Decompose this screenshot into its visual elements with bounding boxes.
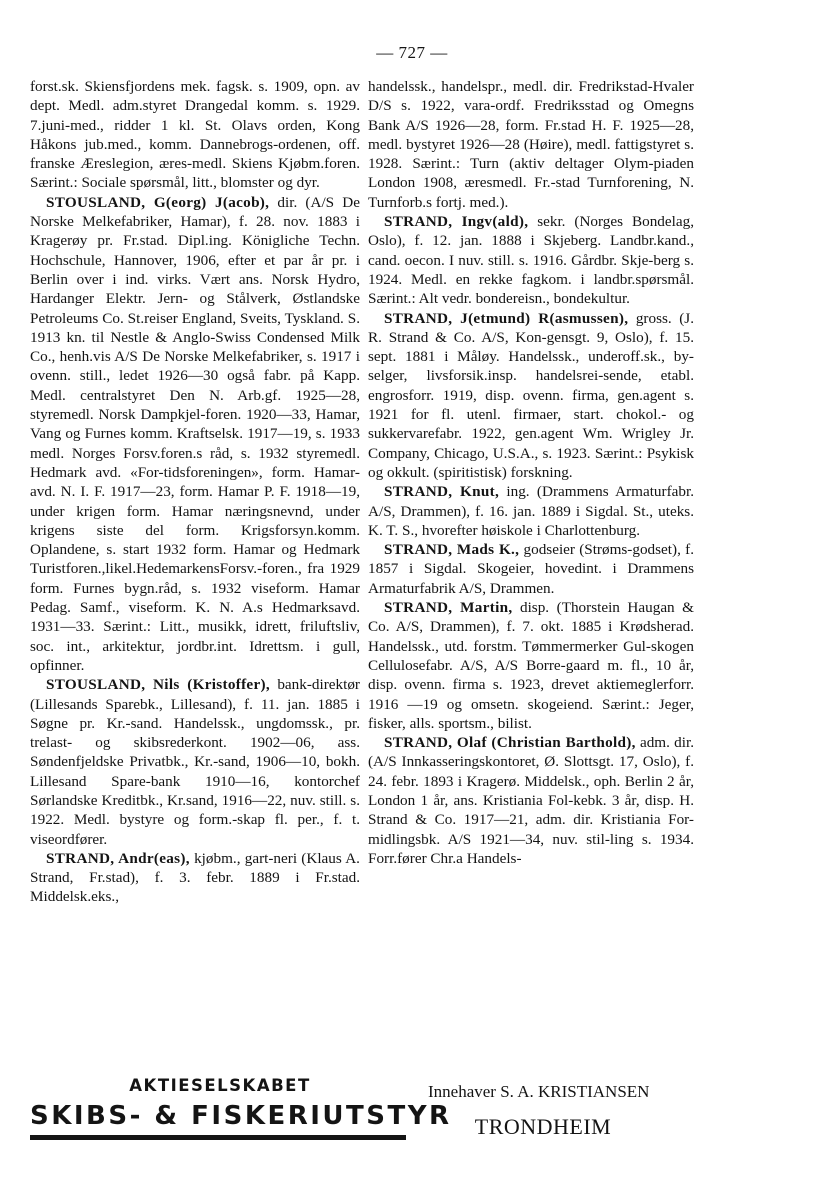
ad-city: TRONDHEIM: [474, 1114, 612, 1139]
entry-stousland-continuation: [30, 77, 360, 193]
entry-text: ing. (Drammens Armaturfabr. A/S, Drammen), f. 16. jan. 1889 i Sigdal. St., uteks. K. T. S., hvorefter høiskole i Charlottenburg.: [368, 483, 694, 539]
entry-text: disp. (Thorstein Haugan & Co. A/S, Drammen), f. 7. okt. 1885 i Krødsherad. Handelssk., utd. forstm. Tømmermerker Gul-skogen Cellulosefabr. A/S, A/S Borre-gaard m. fl., 10 år, disp. ovenn. firma s. 1923, drevet aktiemeglerforr. 1916 —19 og omsetn. skogeiend. Særint.: Jeger, fisker, alls. sportsm., bilist.: [368, 599, 694, 732]
entry-text: sekr. (Norges Bondelag, Oslo), f. 12. jan. 1888 i Skjeberg. Landbr.kand., cand. oecon. I nuv. still. s. 1916. Gårdbr. Skje-berg s. 1924. Medl. en rekke fagkom. i landbr.spørsmål. Særint.: Alt vedr. bondereisn., bondekultur.: [368, 213, 694, 308]
right-column: [368, 77, 694, 868]
entry-headword: STOUSLAND, Nils (Kristoffer),: [46, 676, 270, 694]
entry-text: dir. (A/S De Norske Melkefabriker, Hamar), f. 28. nov. 1883 i Kragerøy pr. Fr.stad. Dipl.ing. Königliche Techn. Hochschule, Hannover, 1906, efter et par år pr. i Berlin over i ind. virks. Vært ans. Norsk Hydro, Hardanger Elektr. Jern- og Stålverk, Østlandske Petroleums Co. St.reiser England, Sveits, Tyskland. S. 1913 kn. til Nestle & Anglo-Swiss Condensed Milk Co., henh.vis A/S De Norske Melkefabriker, s. 1917 i ovenn. still., ledet 1926—30 også fabr. på Kapp. Medl. centralstyret Den N. Arb.gf. 1925—28, styremedl. Norsk Dampkjel-foren. 1920—33, Hamar, Vang og Furnes komm. Kraftselsk. 1917—19, s. 1933 medl. Norges Forsv.foren.s råd, s. 1932 styremedl. Hedmark avd. «For-tidsforeningen», form. Hamar-avd. N. I. F. 1917—23, form. Hamar P. F. 1918—19, under krigen form. Hamar næringsnevnd, under krigens siste del form. Krigsforsyn.komm. Oplandene, s. start 1932 form. Hamar og Hedmark Turistforen.,likel.HedemarkensForsv.-foren., fra 1929 form. Furnes bygn.råd, s. 1932 viseform. Hamar Pedag. Samf., viseform. K. N. A.s Hedmarksavd. 1931—33. Særint.: Litt., musikk, idrett, friluftsliv, soc. int., arkitektur, jordbr.int. Idrettsm. i gull, opfinner.: [30, 193, 360, 674]
entry-headword: STRAND, Mads K.,: [384, 541, 520, 559]
entry-text: bank-direktør (Lillesands Sparebk., Lillesand), f. 11. jan. 1885 i Søgne pr. Kr.-sand. Handelssk., ungdomssk., pr. trelast- og skibsrederkont. 1902—06, ass. Søndenfjeldske Privatbk., Kr.-sand, 1906—10, bokh. Lillesand Spare-bank 1910—16, kontorchef Sørlandske Kreditbk., Kr.sand, 1916—22, nuv. still. s. 1922. Medl. bystyre og form.-skap fl. per., f. t. viseordfører.: [30, 676, 360, 848]
entry-strand-andreas: [30, 849, 360, 907]
left-column: [30, 77, 360, 907]
entry-strand-ingvald: [368, 212, 694, 308]
page-number: — 727 —: [376, 43, 448, 62]
entry-headword: STRAND, Martin,: [384, 599, 513, 617]
ad-underline-rule: [30, 1135, 406, 1140]
ad-company-type: AKTIESELSKABET: [129, 1076, 311, 1095]
entry-text: forst.sk. Skiensfjordens mek. fagsk. s. 1909, opn. av dept. Medl. adm.styret Drangedal komm. s. 1929. 7.juni-med., ridder 1 kl. St. Olavs orden, Kong Håkons jub.med., komm. Dannebrogs-ordenen, off. franske Æreslegion, æres-medl. Skiens Kjøbm.foren. Særint.: Sociale spørsmål, litt., blomster og dyr.: [30, 78, 360, 192]
entry-stousland-georg: [30, 193, 360, 675]
entry-strand-andreas-continuation: [368, 77, 694, 212]
entry-text: adm. dir. (A/S Innkasseringskontoret, Ø. Slottsgt. 17, Oslo), f. 24. febr. 1893 i Kragerø. Middelsk., oph. Berlin 2 år, London 1 år, ans. Kristiania Fol-kebk. 3 år, disp. H. Strand & Co. 1917—21, adm. dir. Kristiania For-midlingsbk. A/S 1921—34, nuv. stil-ling s. 1934. Forr.fører Chr.a Handels-: [368, 734, 694, 867]
entry-strand-knut: [368, 482, 694, 540]
advertisement-company: [30, 1076, 452, 1140]
entry-headword: STRAND, Andr(eas),: [46, 849, 190, 867]
entry-text: godseier (Strøms-godset), f. 1857 i Sigdal. Skogeier, hovedint. i Drammens Armaturfabrik A/S, Drammen.: [368, 541, 694, 597]
entry-strand-mads: [368, 540, 694, 598]
entry-strand-olaf: [368, 733, 694, 868]
entry-headword: STRAND, Knut,: [384, 483, 500, 501]
entry-headword: STRAND, J(etmund) R(asmussen),: [384, 309, 629, 327]
entry-headword: STRAND, Ingv(ald),: [384, 213, 529, 231]
entry-stousland-nils: [30, 675, 360, 849]
advertisement-owner: [428, 1082, 698, 1140]
entry-text: gross. (J. R. Strand & Co. A/S, Kon-gensgt. 9, Oslo), f. 15. sept. 1881 i Måløy. Handelssk., underoff.sk., by-selger, livsforsik.insp. handelsrei-sende, etabl. engrosforr. 1919, disp. ovenn. firma, gen.agent s. 1921 for fl. utenl. firmaer, start. chokol.- og sukkervarefabr. 1922, gen.agent Wm. Wrigley Jr. Company, Chicago, U.S.A., s. 1923. Særint.: Psykisk og okkult. (spiritistisk) forskning.: [368, 309, 694, 481]
entry-strand-jetmund: [368, 309, 694, 483]
entry-text: handelssk., handelspr., medl. dir. Fredrikstad-Hvaler D/S s. 1922, vara-ordf. Fredriksstad og Omegns Bank A/S 1926—28, form. Fr.stad H. F. 1925—28, medl. bystyret 1926—28 (Høire), medl. fattigstyret s. 1928. Særint.: Turn (aktiv deltager Olym-piaden London 1908, æresmedl. Fr.-stad Turnforening, N. Turnforb.s fortj. med.).: [368, 78, 694, 211]
entry-text: kjøbm., gart-neri (Klaus A. Strand, Fr.stad), f. 3. febr. 1889 i Fr.stad. Middelsk.eks.,: [30, 849, 360, 906]
entry-headword: STOUSLAND, G(eorg) J(acob),: [46, 193, 270, 211]
ad-owner: Innehaver S. A. KRISTIANSEN: [428, 1082, 650, 1101]
entry-strand-martin: [368, 598, 694, 733]
ad-company-name: SKIBS- & FISKERIUTSTYR: [30, 1101, 452, 1131]
entry-headword: STRAND, Olaf (Christian Barthold),: [384, 734, 636, 752]
